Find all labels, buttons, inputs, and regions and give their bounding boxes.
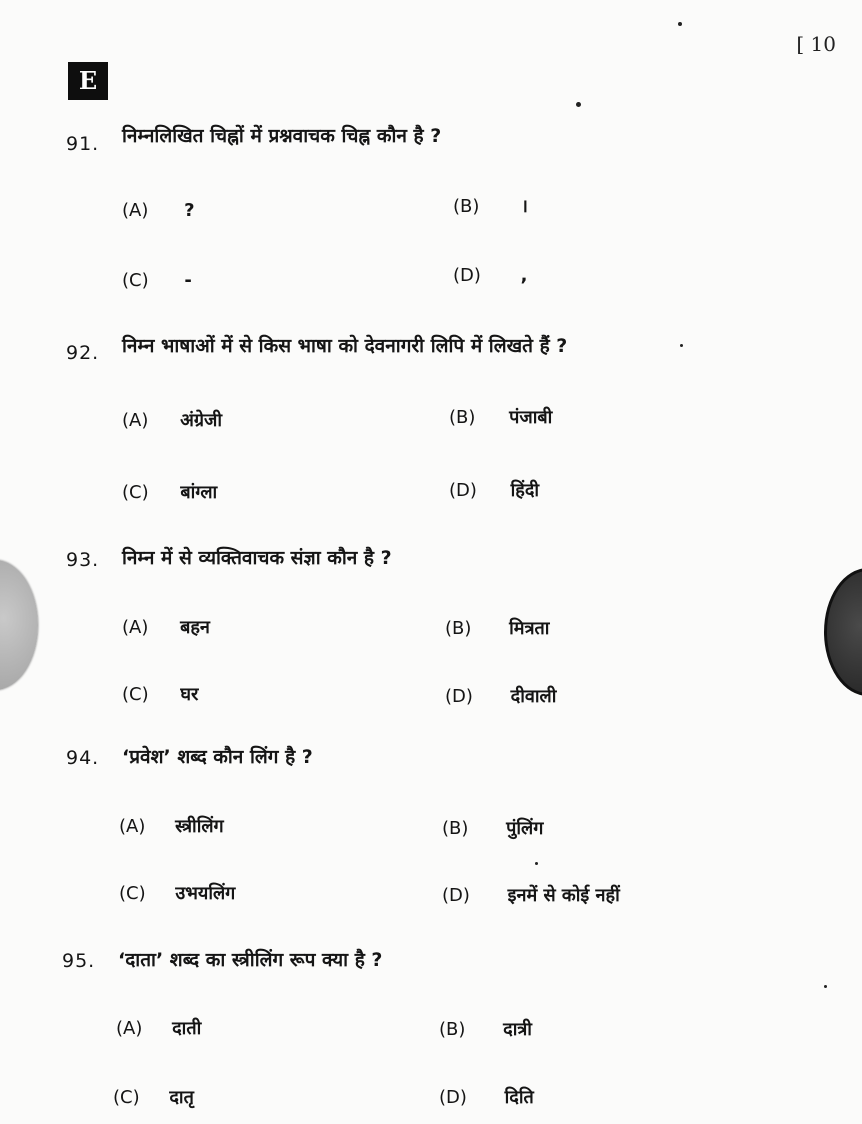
binder-hole-left (0, 560, 38, 690)
option-a[interactable] (119, 814, 224, 838)
option-letter: (A) (119, 816, 146, 837)
question-text: निम्नलिखित चिह्नों में प्रश्नवाचक चिह्न कौन है ? (122, 125, 442, 147)
question-text: निम्न भाषाओं में से किस भाषा को देवनागरी लिपि में लिखते हैं ? (122, 335, 568, 357)
option-letter: (C) (122, 482, 149, 503)
option-letter: (D) (439, 1087, 467, 1108)
option-letter: (D) (442, 885, 470, 906)
option-text: बांग्ला (180, 482, 218, 503)
option-text: - (184, 270, 192, 291)
option-letter: (A) (122, 617, 149, 638)
question-number: 95. (62, 950, 96, 972)
option-text: घर (180, 684, 199, 705)
option-d[interactable] (445, 684, 556, 708)
scan-speck (535, 862, 538, 865)
option-letter: (B) (442, 818, 469, 839)
option-letter: (A) (116, 1018, 143, 1039)
option-letter: (D) (449, 480, 477, 501)
option-b[interactable] (449, 405, 552, 429)
option-letter: (D) (445, 686, 473, 707)
option-a[interactable] (122, 408, 222, 432)
option-letter: (C) (122, 270, 149, 291)
binder-hole-right (824, 568, 862, 696)
question-number: 92. (66, 342, 100, 364)
option-b[interactable] (445, 616, 549, 640)
option-c[interactable] (122, 682, 198, 706)
option-text: इनमें से कोई नहीं (507, 885, 620, 906)
option-letter: (C) (122, 684, 149, 705)
option-text: । (521, 196, 528, 217)
option-letter: (B) (445, 618, 472, 639)
option-b[interactable] (442, 816, 543, 840)
option-text: पंजाबी (509, 407, 553, 428)
option-a[interactable] (116, 1016, 201, 1040)
scan-speck (680, 344, 683, 347)
option-text: दातृ (169, 1087, 194, 1108)
option-letter: (B) (453, 196, 480, 217)
option-text: उभयलिंग (175, 883, 236, 904)
option-letter: (D) (453, 265, 481, 286)
scan-speck (678, 22, 682, 26)
option-text: दात्री (503, 1019, 532, 1040)
option-letter: (C) (119, 883, 146, 904)
option-text: दाती (172, 1018, 202, 1039)
question-text: ‘प्रवेश’ शब्द कौन लिंग है ? (122, 746, 313, 768)
series-badge: E (68, 62, 108, 100)
option-b[interactable] (439, 1017, 532, 1041)
option-a[interactable] (122, 200, 195, 221)
option-text: मित्रता (509, 618, 550, 639)
option-letter: (C) (113, 1087, 140, 1108)
option-c[interactable] (122, 270, 192, 291)
option-letter: (A) (122, 200, 149, 221)
option-letter: (A) (122, 410, 149, 431)
option-a[interactable] (122, 615, 210, 639)
option-text: हिंदी (510, 480, 540, 501)
option-d[interactable] (453, 265, 527, 286)
option-c[interactable] (119, 881, 235, 905)
scan-speck (824, 985, 827, 988)
option-text: पुंलिंग (506, 818, 544, 839)
option-letter: (B) (449, 407, 476, 428)
option-c[interactable] (113, 1085, 194, 1109)
option-text: दिति (504, 1087, 534, 1108)
question-text: ‘दाता’ शब्द का स्त्रीलिंग रूप क्या है ? (118, 949, 383, 971)
option-b[interactable] (453, 194, 528, 218)
option-text: अंग्रेजी (180, 410, 223, 431)
option-text: ? (184, 200, 195, 221)
option-text: स्त्रीलिंग (175, 816, 224, 837)
question-text: निम्न में से व्यक्तिवाचक संज्ञा कौन है ? (122, 547, 392, 569)
scan-speck (576, 102, 581, 107)
page-number: [ 10 (796, 32, 836, 56)
option-text: दीवाली (510, 686, 557, 707)
question-number: 94. (66, 747, 100, 769)
option-letter: (B) (439, 1019, 466, 1040)
option-d[interactable] (439, 1085, 534, 1109)
option-c[interactable] (122, 480, 217, 504)
question-number: 91. (66, 133, 100, 155)
option-text: बहन (180, 617, 210, 638)
option-d[interactable] (449, 478, 539, 502)
question-number: 93. (66, 549, 100, 571)
option-text: , (520, 265, 528, 286)
option-d[interactable] (442, 883, 620, 907)
